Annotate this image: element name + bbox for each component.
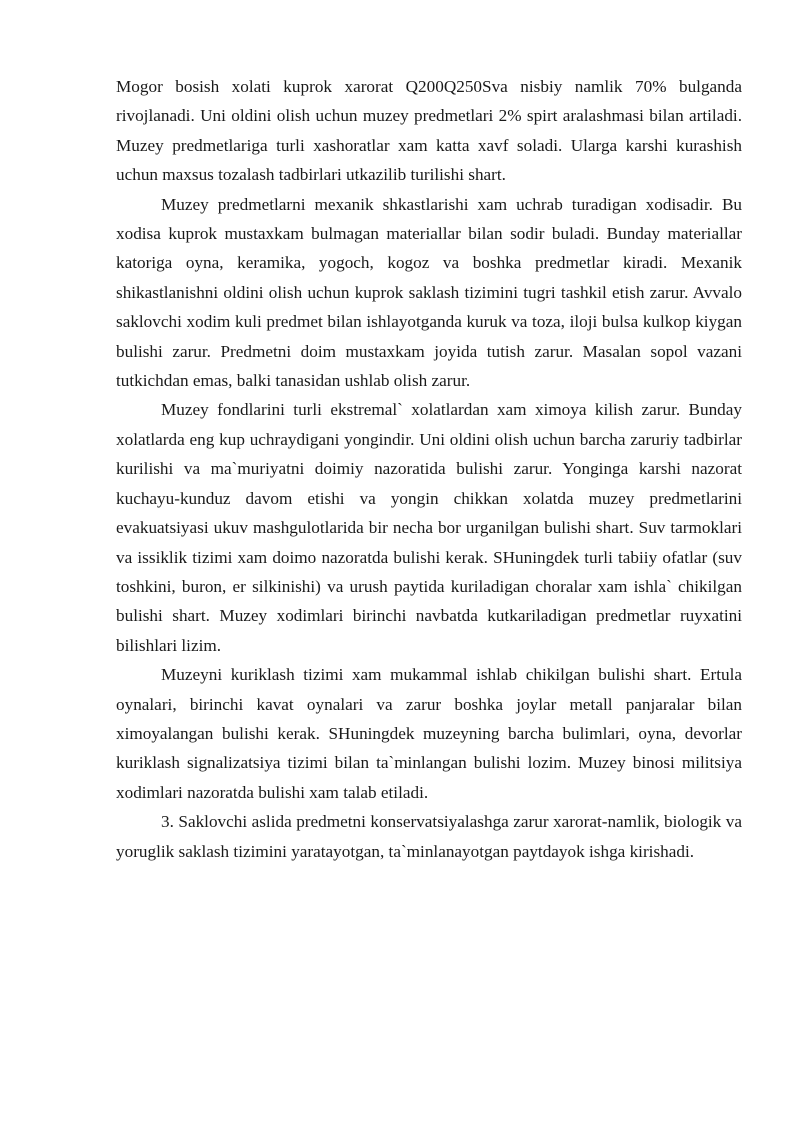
paragraph-mold-conditions: Mogor bosish xolati kuprok xarorat Q200Q250Sva nisbiy namlik 70% bulganda rivojlanadi. Uni oldini olish uchun muzey predmetlari 2% spirt aralashmasi bilan artiladi. Muzey predmetlariga turli xashoratlar xam katta xavf soladi. Ularga karshi kurashish uchun maxsus tozalash tadbirlari utkazilib turilishi shart.: [116, 77, 742, 185]
document-body: [116, 72, 742, 866]
paragraph-security-system: Muzeyni kuriklash tizimi xam mukammal ishlab chikilgan bulishi shart. Ertula oynalari, birinchi kavat oynalari va zarur boshka joylar metall panjaralar bilan ximoyalangan bulishi kerak. SHuningdek muzeyning barcha bulimlari, oyna, devorlar kuriklash signalizatsiya tizimi bilan ta`minlangan bulishi lozim. Muzey binosi militsiya xodimlari nazoratda bulishi xam talab etiladi.: [116, 665, 742, 802]
paragraph-mechanical-damage: Muzey predmetlarni mexanik shkastlarishi xam uchrab turadigan xodisadir. Bu xodisa kuprok mustaxkam bulmagan materiallar bilan sodir buladi. Bunday materiallar katoriga oyna, keramika, yogoch, kogoz va boshka predmetlar kiradi. Mexanik shikastlanishni oldini olish uchun kuprok saklash tizimini tugri tashkil etish zarur. Avvalo saklovchi xodim kuli predmet bilan ishlayotganda kuruk va toza, iloji bulsa kulkop kiygan bulishi zarur. Predmetni doim mustaxkam joyida tutish zarur. Masalan sopol vazani tutkichdan emas, balki tanasidan ushlab olish zarur.: [116, 194, 742, 391]
paragraph-storage-keeper: 3. Saklovchi aslida predmetni konservatsiyalashga zarur xarorat-namlik, biologik va yoruglik saklash tizimini yaratayotgan, ta`minlanayotgan paytdayok ishga kirishadi.: [116, 812, 742, 861]
paragraph-extreme-situations: Muzey fondlarini turli ekstremal` xolatlardan xam ximoya kilish zarur. Bunday xolatlarda eng kup uchraydigani yongindir. Uni oldini olish uchun barcha zaruriy tadbirlar kurilishi va ma`muriyatni doimiy nazoratida bulishi zarur. Yonginga karshi nazorat kuchayu-kunduz davom etishi va yongin chikkan xolatda muzey predmetlarini evakuatsiyasi ukuv mashgulotlarida bir necha bor urganilgan bulishi shart. Suv tarmoklari va issiklik tizimi xam doimo nazoratda bulishi kerak. SHuningdek turli tabiiy ofatlar (suv toshkini, buron, er silkinishi) va urush paytida kuriladigan choralar xam ishla` chikilgan bulishi shart. Muzey xodimlari birinchi navbatda kutkariladigan predmetlar ruyxatini bilishlari lizim.: [116, 400, 742, 655]
